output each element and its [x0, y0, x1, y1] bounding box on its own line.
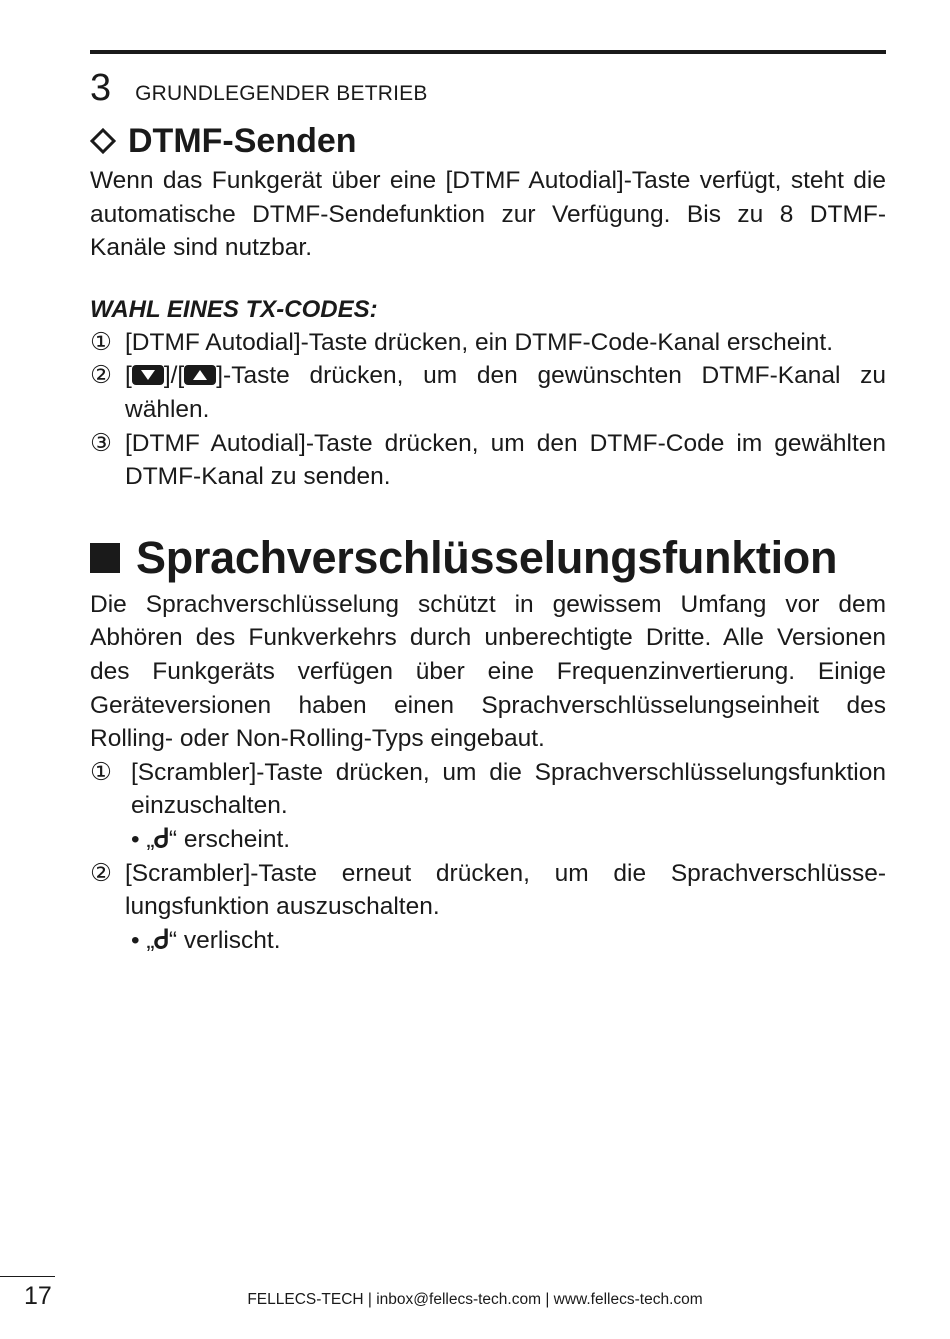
scrambler-heading-text: Sprachverschlüsselungsfunktion	[136, 531, 838, 583]
up-key-icon	[184, 365, 216, 385]
scrambler-intro: Die Sprachverschlüsselung schützt in gewissem Umfang vor dem Abhören des Funkverkehrs durch unberechtigte Dritte. Alle Versionen des Funkgeräts verfügen über eine Frequenzinvertierung. Einige Geräteversionen haben einen Sprachverschlüsselungseinheit des Rolling- oder Non-Rolling-Typs eingebaut.	[90, 590, 886, 753]
dtmf-heading-text: DTMF-Senden	[128, 122, 357, 160]
list-item	[90, 427, 886, 494]
list-item	[90, 359, 886, 426]
step-marker: ①	[90, 758, 112, 786]
bullet-appears	[90, 823, 886, 857]
step-marker: ③	[90, 429, 112, 457]
bullet-pre: • „	[131, 825, 155, 853]
step-text: [Scrambler]-Taste drücken, um die Sprachverschlüsselungsfunktion einzuschalten.	[131, 758, 886, 820]
top-rule	[90, 50, 886, 54]
bullet-pre: • „	[131, 926, 155, 954]
tx-code-subheading: WAHL EINES TX-CODES:	[90, 295, 378, 323]
step-text-pre: [	[125, 362, 132, 390]
page-content	[90, 118, 886, 957]
bullet-disappears	[90, 924, 886, 958]
list-item	[90, 756, 886, 823]
chapter-number: 3	[90, 67, 112, 109]
scrambler-steps-2	[90, 857, 886, 924]
step-marker: ①	[90, 328, 112, 356]
step-text: [DTMF Autodial]-Taste drücken, ein DTMF-Code-Kanal erscheint.	[125, 328, 834, 356]
chapter-title: GRUNDLEGENDER BETRIEB	[135, 82, 428, 105]
down-key-icon	[132, 365, 164, 385]
dtmf-steps	[90, 326, 886, 494]
step-text-mid: ]/[	[163, 362, 185, 390]
scrambler-symbol-icon: Ꮷ	[154, 823, 169, 854]
bullet-post: “ verlischt.	[168, 926, 281, 954]
chapter-header	[90, 68, 428, 108]
step-text: [DTMF Autodial]-Taste drücken, um den DTMF-Code im gewählten DTMF-Kanal zu senden.	[125, 429, 886, 491]
step-text: [Scrambler]-Taste erneut drücken, um die Sprachverschlüsselungsfunktion auszuschalten.	[125, 859, 886, 921]
footer-rule	[0, 1276, 55, 1277]
bullet-post: “ erscheint.	[168, 825, 291, 853]
diamond-icon	[90, 128, 116, 154]
scrambler-steps	[90, 756, 886, 823]
step-marker: ②	[90, 859, 112, 887]
step-text-post: ]-Taste drücken, um den gewünschten DTMF-Kanal zu wählen.	[125, 362, 886, 423]
list-item	[90, 326, 886, 360]
scrambler-heading	[90, 528, 886, 588]
square-bullet-icon	[90, 543, 120, 573]
footer-contact: FELLECS-TECH | inbox@fellecs-tech.com | www.fellecs-tech.com	[247, 1291, 703, 1308]
dtmf-intro: Wenn das Funkgerät über eine [DTMF Autodial]-Taste verfügt, steht die automatische DTMF-Sendefunktion zur Verfügung. Bis zu 8 DTMF-Kanäle sind nutzbar.	[90, 167, 886, 262]
scrambler-symbol-icon: Ꮷ	[154, 924, 169, 955]
dtmf-heading	[90, 118, 886, 164]
list-item	[90, 857, 886, 924]
page-number: 17	[24, 1282, 52, 1310]
step-marker: ②	[90, 362, 112, 390]
